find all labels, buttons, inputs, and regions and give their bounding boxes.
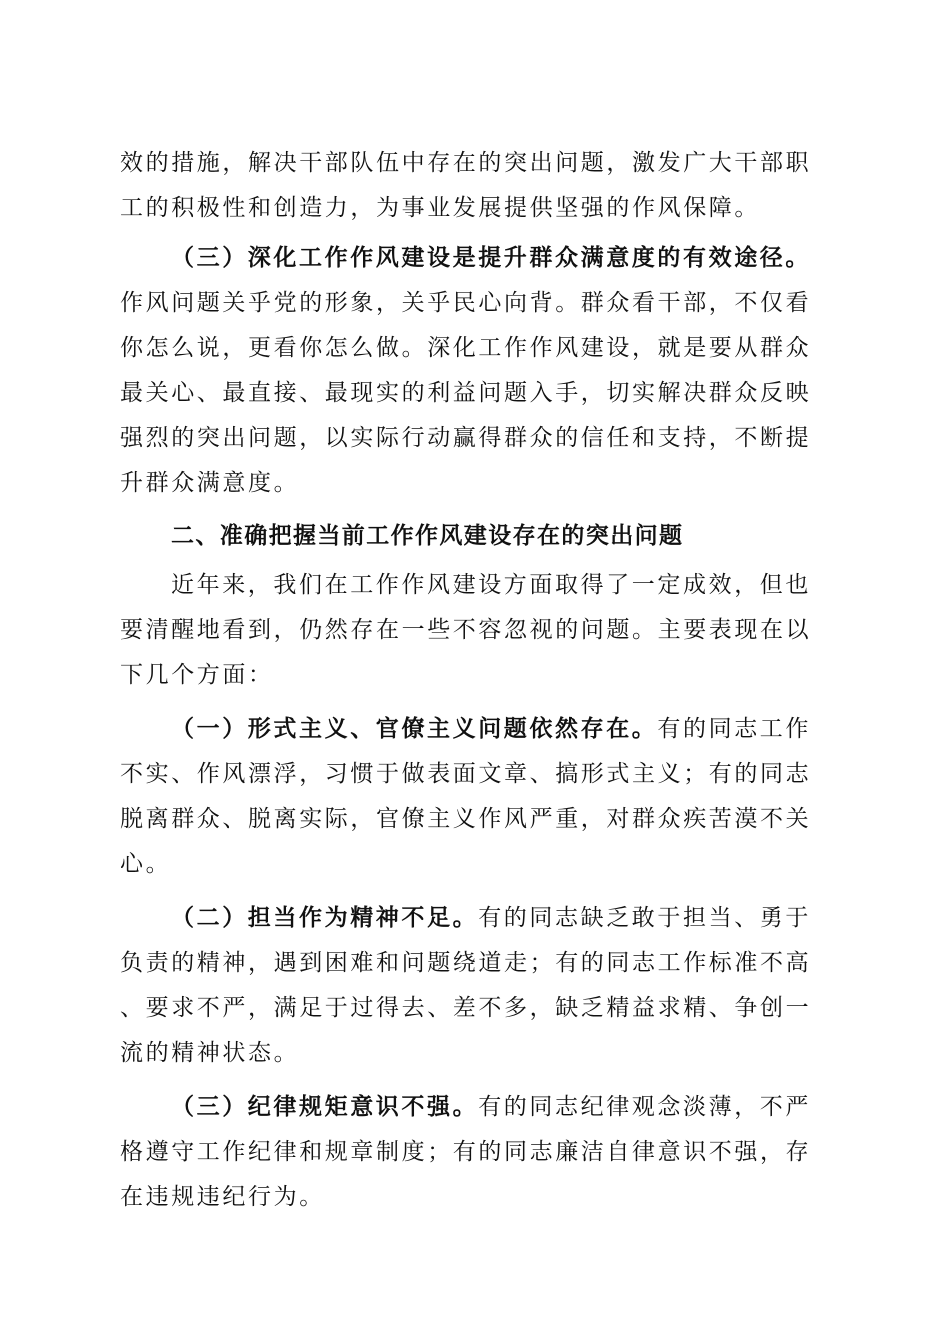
paragraph-text: 有的同志工作不实、作风漂浮，习惯于做表面文章、搞形式主义；有的同志脱离群众、脱离实际，官僚主义作风严重，对群众疾苦漠不关心。 bbox=[120, 716, 812, 877]
paragraph-intro bbox=[120, 563, 830, 698]
paragraph-text: 有的同志纪律观念淡薄，不严格遵守工作纪律和规章制度；有的同志廉洁自律意识不强，存在违规违纪行为。 bbox=[120, 1094, 812, 1210]
paragraph-text: 作风问题关乎党的形象，关乎民心向背。群众看干部，不仅看你怎么说，更看你怎么做。深化工作作风建设，就是要从群众最关心、最直接、最现实的利益问题入手，切实解决群众反映强烈的突出问题，以实际行动赢得群众的信任和支持，不断提升群众满意度。 bbox=[120, 290, 812, 496]
subsection-heading: （二）担当作为精神不足。 bbox=[171, 904, 479, 931]
paragraph-item-3 bbox=[120, 1084, 830, 1220]
paragraph-text: 有的同志缺乏敢于担当、勇于负责的精神，遇到困难和问题绕道走；有的同志工作标准不高、要求不严，满足于过得去、差不多，缺乏精益求精、争创一流的精神状态。 bbox=[120, 905, 812, 1066]
subsection-heading: （三）纪律规矩意识不强。 bbox=[171, 1093, 479, 1120]
section-title: 二、准确把握当前工作作风建设存在的突出问题 bbox=[171, 523, 684, 549]
paragraph-continuation bbox=[120, 141, 830, 231]
paragraph-text: 效的措施，解决干部队伍中存在的突出问题，激发广大干部职工的积极性和创造力，为事业发展提供坚强的作风保障。 bbox=[120, 150, 812, 221]
paragraph-text: 近年来，我们在工作作风建设方面取得了一定成效，但也要清醒地看到，仍然存在一些不容忽视的问题。主要表现在以下几个方面： bbox=[120, 572, 812, 688]
document-body bbox=[120, 141, 830, 1220]
subsection-heading: （一）形式主义、官僚主义问题依然存在。 bbox=[171, 715, 658, 742]
paragraph-subsection-3 bbox=[120, 235, 830, 506]
paragraph-item-1 bbox=[120, 706, 830, 887]
paragraph-item-2 bbox=[120, 895, 830, 1076]
subsection-heading: （三）深化工作作风建设是提升群众满意度的有效途径。 bbox=[171, 244, 811, 271]
